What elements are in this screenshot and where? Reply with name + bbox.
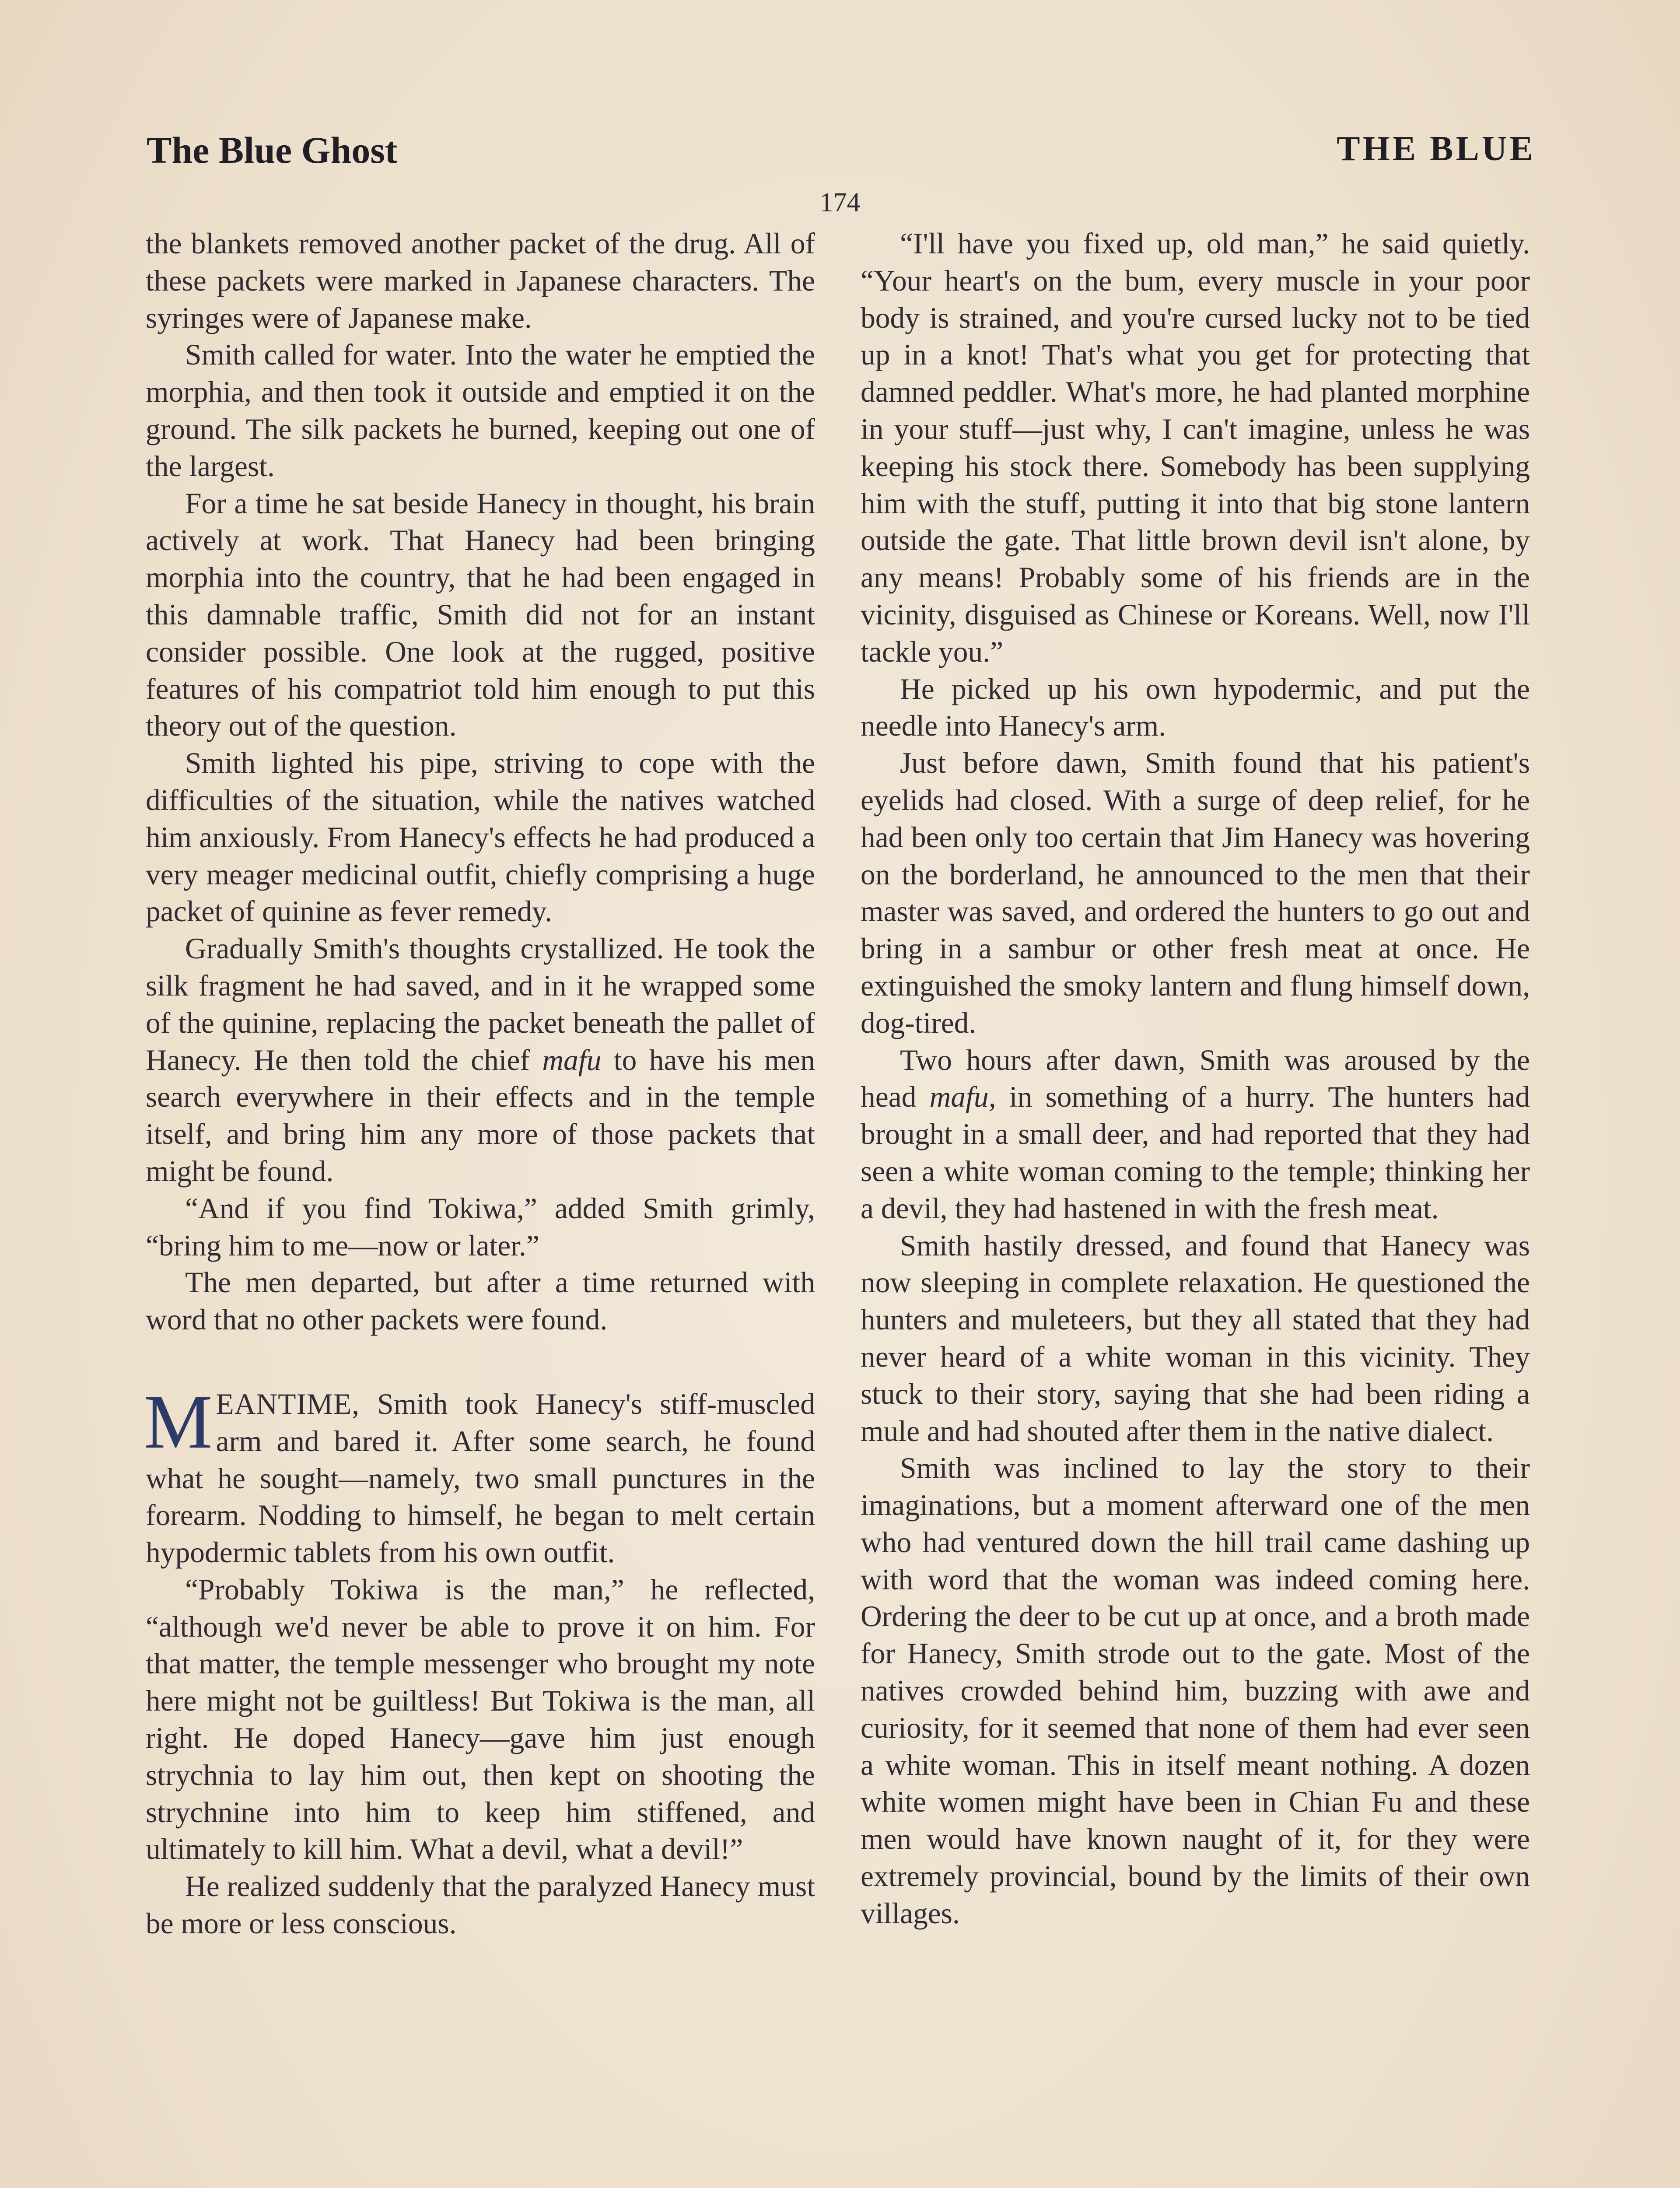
paragraph: Smith was inclined to lay the story to their imaginations, but a moment afterward one of the men who had ventured down the hill trail came dashing up with word that the woman was indeed coming here. Ordering the deer to be cut up at once, and a broth made for Hanecy, Smith strode out to the gate. Most of the natives crowded behind him, buzzing with awe and curiosity, for it seemed that none of them had ever seen a white woman. This in itself meant nothing. A dozen white women might have been in Chian Fu and these men would have known naught of it, for they were extremely provincial, bound by the limits of their own villages. bbox=[861, 1452, 1530, 1930]
section-paragraph bbox=[144, 1379, 815, 1571]
paragraph bbox=[146, 930, 815, 1190]
drop-cap: M bbox=[144, 1379, 213, 1465]
paragraph bbox=[861, 1042, 1530, 1227]
right-column bbox=[861, 225, 1530, 1932]
paragraph: The men departed, but after a time returned with word that no other packets were found. bbox=[146, 1266, 815, 1336]
paragraph-text: in something of a hurry. The hunters had brought in a small deer, and had reported that they had seen a white woman coming to the temple; thinking her a devil, they had hastened in with the fresh meat. bbox=[861, 1080, 1530, 1225]
paragraph-text: Two hours after dawn, Smith was aroused by the head bbox=[861, 1043, 1530, 1114]
italic-word: mafu, bbox=[929, 1080, 996, 1114]
page-number: 174 bbox=[819, 188, 861, 217]
paragraph: Smith hastily dressed, and found that Hanecy was now sleeping in complete relaxation. He questioned the hunters and muleteers, but they all stated that they had never heard of a white woman in this vicinity. They stuck to their story, saying that she had been riding a mule and had shouted after them in the native dialect. bbox=[861, 1229, 1530, 1448]
paragraph-text: Gradually Smith's thoughts crystallized. He took the silk fragment he had saved, and in it he wrapped some of the quinine, replacing the packet beneath the pallet of Hanecy. He then told the chief bbox=[146, 932, 815, 1076]
paragraph: Smith called for water. Into the water he emptied the morphia, and then took it outside and emptied it on the ground. The silk packets he burned, keeping out one of the largest. bbox=[146, 338, 815, 483]
paragraph: Smith lighted his pipe, striving to cope with the difficulties of the situation, while the natives watched him anxiously. From Hanecy's effects he had produced a very meager medicinal outfit, chiefly comprising a huge packet of quinine as fever remedy. bbox=[146, 747, 815, 928]
paragraph: “I'll have you fixed up, old man,” he said quietly. “Your heart's on the bum, every muscle in your poor body is strained, and you're cursed lucky not to be tied up in a knot! That's what you get for protecting that damned peddler. What's more, he had planted morphine in your stuff—just why, I can't imagine, unless he was keeping his stock there. Somebody has been supplying him with the stuff, putting it into that big stone lantern outside the gate. That little brown devil isn't alone, by any means! Probably some of his friends are in the vicinity, disguised as Chinese or Koreans. Well, now I'll tackle you.” bbox=[861, 227, 1530, 668]
paragraph-text: to have his men search everywhere in their effects and in the temple itself, and bring him any more of those packets that might be found. bbox=[146, 1043, 815, 1188]
running-head-right: THE BLUE bbox=[1337, 130, 1536, 168]
running-head-left: The Blue Ghost bbox=[147, 129, 398, 171]
paragraph: For a time he sat beside Hanecy in thought, his brain actively at work. That Hanecy had been bringing morphia into the country, that he had been engaged in this damnable traffic, Smith did not for an instant consider possible. One look at the rugged, positive features of his compatriot told him enough to put this theory out of the question. bbox=[146, 487, 815, 743]
paragraph: the blankets removed another packet of the drug. All of these packets were marked in Japanese characters. The syringes were of Japanese make. bbox=[146, 227, 815, 334]
small-caps-lead: EANTIME, bbox=[216, 1387, 360, 1420]
paragraph: “And if you find Tokiwa,” added Smith grimly, “bring him to me—now or later.” bbox=[146, 1192, 815, 1262]
paragraph: He picked up his own hypodermic, and put the needle into Hanecy's arm. bbox=[861, 672, 1530, 743]
italic-word: mafu bbox=[542, 1043, 602, 1076]
paragraph: Just before dawn, Smith found that his patient's eyelids had closed. With a surge of deep relief, for he had been only too certain that Jim Hanecy was hovering on the borderland, he announced to the men that their master was saved, and ordered the hunters to go out and bring in a sambur or other fresh meat at once. He extinguished the smoky lantern and flung himself down, dog-tired. bbox=[861, 747, 1530, 1039]
paragraph: He realized suddenly that the paralyzed Hanecy must be more or less conscious. bbox=[146, 1870, 815, 1940]
paragraph-text: Smith took Hanecy's stiff-muscled arm and bared it. After some search, he found what he sought—namely, two small punctures in the forearm. Nodding to himself, he began to melt certain hypodermic tablets from his own outfit. bbox=[146, 1387, 815, 1569]
paragraph: “Probably Tokiwa is the man,” he reflected, “although we'd never be able to prove it on him. For that matter, the temple messenger who brought my note here might not be guiltless! But Tokiwa is the man, all right. He doped Hanecy—gave him just enough strychnia to lay him out, then kept on shooting the strychnine into him to keep him stiffened, and ultimately to kill him. What a devil, what a devil!” bbox=[146, 1573, 815, 1866]
left-column bbox=[146, 225, 815, 1943]
